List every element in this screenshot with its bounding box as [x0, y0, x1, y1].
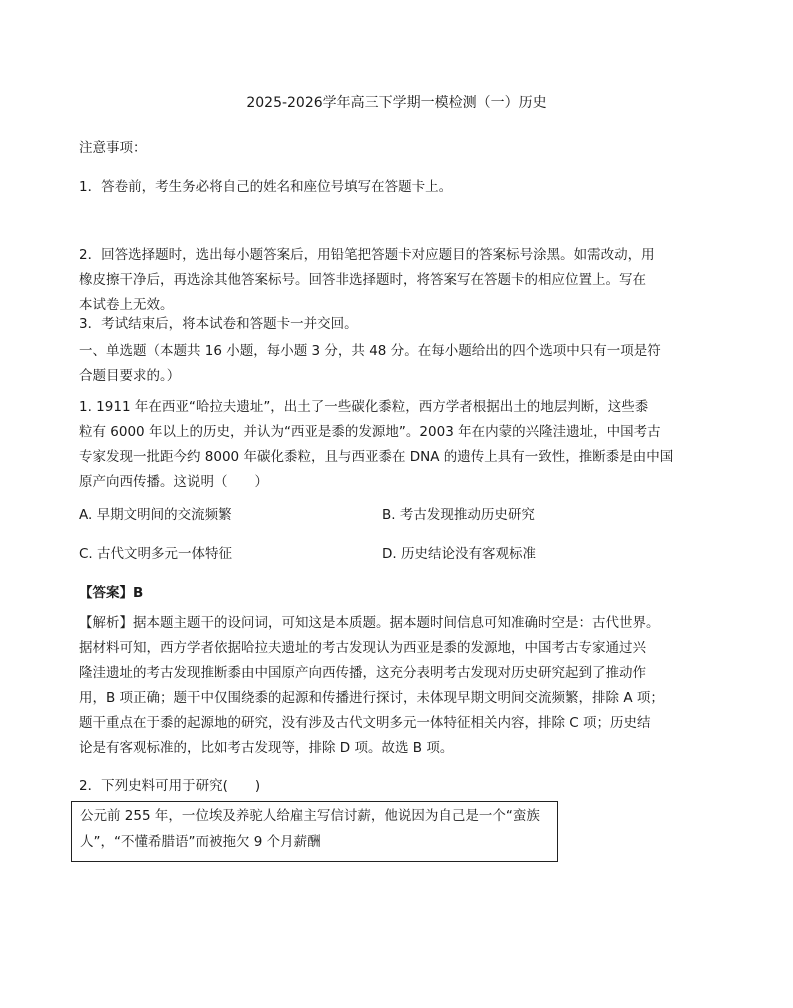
- source-line: 人”，“不懂希腊语”而被拖欠 9 个月薪酬: [80, 834, 321, 850]
- section-heading-line: 合题目要求的。）: [79, 368, 181, 384]
- analysis-line: 用，B 项正确；题干中仅围绕黍的起源和传播进行探讨，未体现早期文明间交流频繁，排除 A 项；: [79, 690, 664, 706]
- source-line: 公元前 255 年，一位埃及养驼人给雇主写信讨薪，他说因为自己是一个“蛮族: [80, 808, 540, 824]
- question-1-stem: [79, 395, 679, 495]
- section-heading: [79, 339, 679, 389]
- analysis-line: 据材料可知，西方学者依据哈拉夫遗址的考古发现认为西亚是黍的发源地，中国考古专家通过兴: [79, 640, 646, 656]
- notice-item-1: 1．答卷前，考生务必将自己的姓名和座位号填写在答题卡上。: [79, 179, 453, 195]
- question-1-option-a: A. 早期文明间的交流频繁: [79, 507, 232, 523]
- notice-item-2-line: 本试卷上无效。: [79, 297, 174, 313]
- question-1-option-d: D. 历史结论没有客观标准: [382, 546, 536, 562]
- notice-heading: 注意事项：: [79, 140, 147, 156]
- analysis-line: 【解析】据本题主题干的设问词，可知这是本质题。据本题时间信息可知准确时空是：古代世界。: [79, 615, 660, 631]
- question-1-answer: 【答案】B: [79, 585, 144, 601]
- exam-title: 2025-2026学年高三下学期一模检测（一）历史: [246, 95, 547, 111]
- question-1-line: 原产向西传播。这说明（ ）: [79, 474, 268, 490]
- question-1-line: 粒有 6000 年以上的历史，并认为“西亚是黍的发源地”。2003 年在内蒙的兴隆洼遗址，中国考古: [79, 424, 661, 440]
- notice-item-2: [79, 243, 679, 318]
- question-1-option-b: B. 考古发现推动历史研究: [382, 507, 535, 523]
- notice-item-2-line: 2．回答选择题时，选出每小题答案后，用铅笔把答题卡对应题目的答案标号涂黑。如需改动，用: [79, 247, 655, 263]
- notice-item-2-line: 橡皮擦干净后，再选涂其他答案标号。回答非选择题时，将答案写在答题卡的相应位置上。写在: [79, 272, 646, 288]
- question-1-line: 专家发现一批距今约 8000 年碳化黍粒，且与西亚黍在 DNA 的遗传上具有一致性，推断黍是由中国: [79, 449, 674, 465]
- question-1-option-c: C. 古代文明多元一体特征: [79, 546, 233, 562]
- notice-item-3: 3．考试结束后，将本试卷和答题卡一并交回。: [79, 316, 358, 332]
- question-2-source-box: [71, 801, 558, 862]
- section-heading-line: 一、单选题（本题共 16 小题，每小题 3 分，共 48 分。在每小题给出的四个选项中只有一项是符: [79, 343, 661, 359]
- question-2-stem: 2．下列史料可用于研究( ): [79, 778, 261, 794]
- question-1-analysis: [79, 611, 679, 761]
- analysis-line: 论是有客观标准的，比如考古发现等，排除 D 项。故选 B 项。: [79, 740, 454, 756]
- analysis-line: 题干重点在于黍的起源地的研究，没有涉及古代文明多元一体特征相关内容，排除 C 项；历史结: [79, 715, 651, 731]
- analysis-line: 隆洼遗址的考古发现推断黍由中国原产向西传播，这充分表明考古发现对历史研究起到了推动作: [79, 665, 646, 681]
- question-1-line: 1. 1911 年在西亚“哈拉夫遗址”，出土了一些碳化黍粒，西方学者根据出土的地层判断，这些黍: [79, 399, 649, 415]
